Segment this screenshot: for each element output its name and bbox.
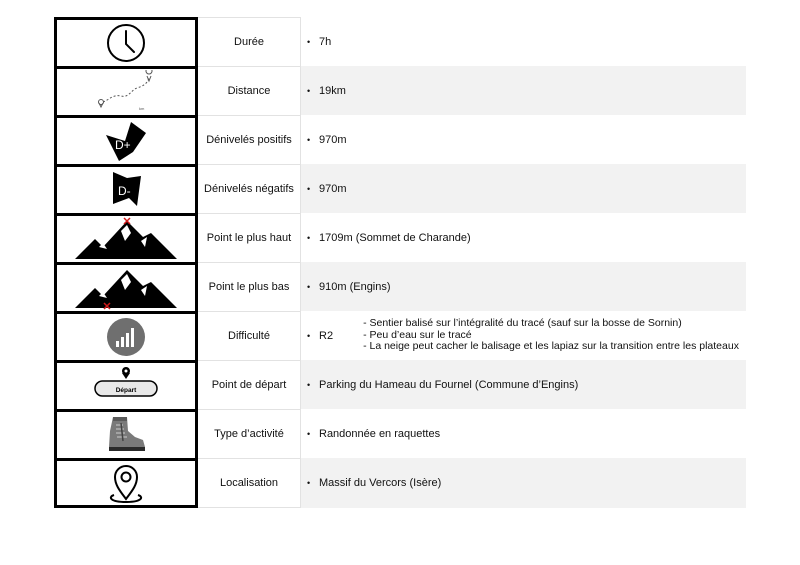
value-duration: 7h [319, 35, 332, 48]
label-highest-point: Point le plus haut [198, 213, 301, 262]
bullet-icon: • [307, 232, 311, 243]
elevation-gain-text: D+ [115, 138, 131, 152]
label-location: Localisation [198, 458, 301, 508]
value-highest-point-cell [301, 213, 746, 262]
label-start-point: Point de départ [198, 360, 301, 409]
elevation-loss-text: D- [118, 184, 131, 198]
value-elevation-gain-cell [301, 115, 746, 164]
value-duration-cell [301, 17, 746, 66]
row-elevation-loss [54, 164, 746, 213]
value-highest-point: 1709m (Sommet de Charande) [319, 231, 471, 244]
route-icon [91, 70, 161, 114]
icon-cell-start-point [54, 360, 198, 409]
label-elevation-gain: Dénivelés positifs [198, 115, 301, 164]
value-activity-type-cell [301, 409, 746, 458]
icon-cell-highest-point [54, 213, 198, 262]
row-elevation-gain [54, 115, 746, 164]
value-elevation-loss: 970m [319, 182, 347, 195]
label-elevation-loss: Dénivelés négatifs [198, 164, 301, 213]
icon-cell-elevation-loss [54, 164, 198, 213]
row-highest-point [54, 213, 746, 262]
bullet-icon: • [307, 36, 311, 47]
location-pin-icon [104, 461, 148, 505]
label-activity-type: Type d’activité [198, 409, 301, 458]
hiking-boot-icon [101, 413, 151, 457]
label-difficulty: Difficulté [198, 311, 301, 360]
bullet-icon: • [307, 183, 311, 194]
elevation-loss-icon [101, 168, 151, 212]
value-lowest-point-cell [301, 262, 746, 311]
elevation-gain-icon [101, 119, 151, 163]
bullet-icon: • [307, 134, 311, 145]
label-distance: Distance [198, 66, 301, 115]
row-location [54, 458, 746, 508]
value-difficulty: R2 [319, 329, 334, 342]
bullet-icon: • [307, 379, 311, 390]
difficulty-note: - Peu d’eau sur le tracé [363, 328, 472, 341]
bullet-icon: • [307, 428, 311, 439]
value-lowest-point: 910m (Engins) [319, 280, 391, 293]
row-duration [54, 17, 746, 66]
clock-icon [104, 21, 148, 65]
icon-cell-difficulty [54, 311, 198, 360]
mountain-base-icon [71, 266, 181, 310]
value-elevation-gain: 970m [319, 133, 347, 146]
difficulty-note: - Sentier balisé sur l’intégralité du tracé (sauf sur la bosse de Sornin) [363, 317, 682, 330]
row-start-point [54, 360, 746, 409]
bullet-icon: • [307, 478, 311, 488]
row-lowest-point [54, 262, 746, 311]
row-difficulty [54, 311, 746, 360]
row-activity-type [54, 409, 746, 458]
trail-info-table [54, 17, 746, 508]
value-difficulty-cell [301, 311, 746, 360]
value-distance: 19km [319, 84, 346, 97]
route-caption: km [139, 106, 145, 111]
value-location: Massif du Vercors (Isère) [319, 477, 442, 489]
value-start-point-cell [301, 360, 746, 409]
row-distance [54, 66, 746, 115]
start-pin-text: Départ [115, 387, 137, 394]
icon-cell-duration [54, 17, 198, 66]
icon-cell-distance [54, 66, 198, 115]
label-duration: Durée [198, 17, 301, 66]
value-elevation-loss-cell [301, 164, 746, 213]
icon-cell-lowest-point [54, 262, 198, 311]
signal-bars-icon [104, 315, 148, 359]
mountain-summit-icon [71, 217, 181, 261]
value-activity-type: Randonnée en raquettes [319, 427, 441, 440]
start-pin-icon [91, 364, 161, 408]
value-location-cell [301, 458, 746, 508]
bullet-icon: • [307, 281, 311, 292]
difficulty-notes [363, 318, 739, 353]
difficulty-note: - La neige peut cacher le balisage et les lapiaz sur la transition entre les plateaux [363, 340, 739, 353]
icon-cell-location [54, 458, 198, 508]
bullet-icon: • [307, 85, 311, 96]
value-distance-cell [301, 66, 746, 115]
bullet-icon: • [307, 330, 311, 341]
label-lowest-point: Point le plus bas [198, 262, 301, 311]
icon-cell-activity-type [54, 409, 198, 458]
icon-cell-elevation-gain [54, 115, 198, 164]
value-start-point: Parking du Hameau du Fournel (Commune d’Engins) [319, 378, 579, 391]
